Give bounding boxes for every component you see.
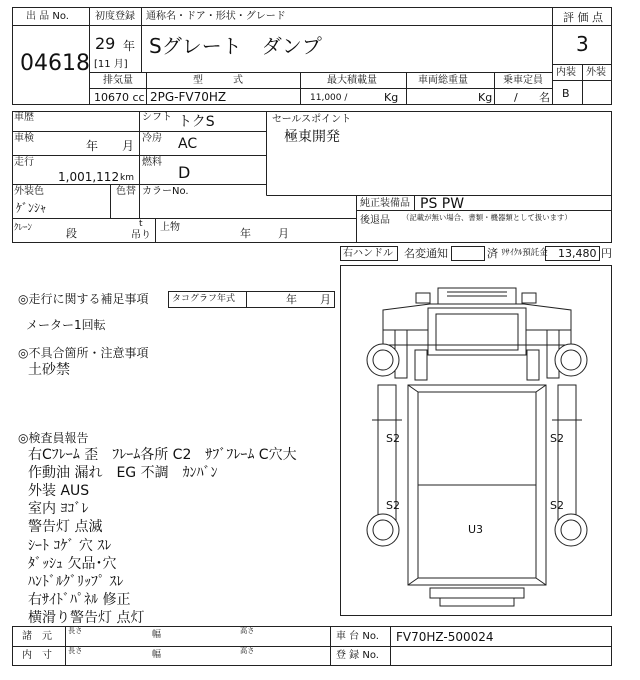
height-label: 高さ (240, 627, 255, 636)
recycle-unit: 円 (601, 247, 612, 260)
defect-note-item: 土砂禁 (28, 362, 70, 378)
equipment-value: PS PW (420, 196, 465, 212)
shift-label: シフト (142, 112, 172, 123)
recycle-amount: 13,480 (558, 247, 597, 260)
ownership-notice-label: 名変通知 (404, 247, 448, 260)
max-load-label: 最大積載量 (327, 75, 377, 86)
aftermarket-note: （記載が無い場合、書類・機器類として扱います） (402, 214, 572, 223)
color-code-label: カラーNo. (142, 186, 189, 197)
inspection-year-unit: 年 (86, 139, 99, 153)
inspector-report-line: ﾊﾝﾄﾞﾙｸﾞﾘｯﾌﾟ ｽﾚ (28, 574, 124, 590)
tacho-year-unit: 年 (286, 293, 297, 306)
inspector-report-line: 右Cﾌﾚｰﾑ 歪 ﾌﾚｰﾑ各所 C2 ｻﾌﾞﾌﾚｰﾑ C穴大 (28, 447, 297, 463)
aftermarket-label: 後退品 (360, 215, 390, 226)
name-label: 通称名・ドア・形状・グレード (146, 11, 286, 22)
lot-no-label: 出 品 No. (26, 11, 69, 22)
equipment-label: 純正装備品 (360, 198, 410, 209)
capacity-separator: / (514, 91, 518, 104)
gross-weight-unit: Kg (478, 91, 493, 104)
inner-height-label: 高さ (240, 647, 255, 656)
ac-label: 冷房 (142, 133, 162, 144)
reg-year: 29 (95, 34, 116, 53)
inspector-report-line: 室内 ﾖｺﾞﾚ (28, 501, 89, 517)
damage-mark-left-front: S2 (386, 432, 400, 445)
defect-notes-title: ◎不具合箇所・注意事項 (18, 346, 149, 360)
fuel-value: D (178, 163, 191, 182)
chassis-label: 車 台 No. (336, 631, 379, 642)
capacity-unit: 名 (539, 91, 550, 104)
inspector-report-line: 警告灯 点滅 (28, 519, 103, 535)
sales-point-label: セールスポイント (272, 114, 352, 125)
color-label: 外装色 (14, 186, 44, 197)
width-label: 幅 (152, 630, 162, 640)
boarding-month-unit: 月 (278, 227, 289, 240)
interior-label: 内装 (556, 67, 576, 78)
inspection-month-unit: 月 (122, 139, 135, 153)
color-value: ｹﾞﾝｼｬ (16, 201, 47, 215)
inner-length-label: 長さ (68, 647, 83, 656)
shift-value: トクS (178, 114, 215, 130)
crane-stage-unit: 段 (66, 227, 77, 240)
reg-month: [11 月] (94, 59, 128, 70)
capacity-label: 乗車定員 (503, 75, 543, 86)
inspector-report-title: ◎検査員報告 (18, 431, 89, 445)
inspection-label: 車検 (14, 133, 34, 144)
model-code: 2PG-FV70HZ (150, 90, 227, 104)
displacement-label: 排気量 (103, 75, 133, 86)
inspector-report-line: ﾀﾞｯｼｭ 欠品･穴 (28, 556, 117, 572)
registration-no-label: 登 録 No. (336, 650, 379, 661)
damage-mark-left-rear: S2 (386, 499, 400, 512)
model-name: Sグレート ダンプ (149, 34, 322, 58)
first-reg-label: 初度登録 (95, 11, 135, 22)
inspector-report-line: 作動油 漏れ EG 不調 ｶﾝﾊﾞﾝ (28, 465, 218, 481)
length-label: 長さ (68, 627, 83, 636)
driving-note-item: メーター1回転 (26, 318, 106, 332)
displacement-value: 10670 cc (94, 91, 145, 104)
tacho-month-unit: 月 (320, 293, 331, 306)
interior-grade: B (562, 87, 570, 100)
recycle-prefix: 済 (487, 247, 498, 260)
truck-diagram (372, 288, 582, 606)
driving-notes-title: ◎走行に関する補足事項 (18, 292, 149, 306)
gross-weight-label: 車両総重量 (418, 75, 468, 86)
chassis-no: FV70HZ-500024 (396, 630, 494, 644)
fuel-label: 燃料 (142, 157, 162, 168)
inspector-report-line: 右ｻｲﾄﾞﾊﾟﾈﾙ 修正 (28, 592, 131, 608)
damage-mark-right-front: S2 (550, 432, 564, 445)
mileage-label: 走行 (14, 157, 34, 168)
ac-value: AC (178, 136, 198, 152)
max-load-unit: Kg (384, 91, 399, 104)
damage-mark-bed: U3 (468, 523, 484, 536)
recycle-label: ﾘｻｲｸﾙ預託金 (501, 248, 548, 258)
score-label: 評 価 点 (563, 11, 603, 24)
boarding-label: 上物 (160, 222, 180, 233)
exterior-label: 外装 (586, 67, 606, 78)
crane-ton-unit: t (139, 219, 143, 229)
inspector-report-line: ｼｰﾄ ｺｹﾞ 穴 ｽﾚ (28, 538, 112, 554)
damage-mark-right-rear: S2 (550, 499, 564, 512)
color-change-label: 色替 (116, 186, 136, 197)
inner-width-label: 幅 (152, 650, 162, 660)
inner-dims-label: 内 寸 (22, 650, 52, 661)
crane-label: ｸﾚｰﾝ (14, 223, 33, 233)
type-label: 型 式 (193, 75, 243, 86)
reg-year-unit: 年 (123, 39, 136, 53)
tacho-label: タコグラフ年式 (172, 294, 236, 304)
dims-label: 諸 元 (22, 631, 52, 642)
mileage-unit: km (120, 173, 134, 183)
lot-no: 04618 (20, 51, 90, 76)
score-value: 3 (576, 32, 589, 56)
sales-point-value: 極東開発 (284, 129, 340, 145)
crane-hang-label: 吊り (131, 230, 151, 241)
truck-wheels (367, 344, 587, 546)
mileage-value: 1,001,112 (58, 170, 120, 184)
history-label: 車歴 (14, 112, 34, 123)
inspector-report-line: 外装 AUS (28, 483, 90, 499)
boarding-year-unit: 年 (240, 227, 251, 240)
rhd-label: 右ハンドル (343, 248, 393, 259)
inspector-report-line: 横滑り警告灯 点灯 (28, 610, 145, 626)
max-load-value: 11,000 / (310, 93, 348, 103)
